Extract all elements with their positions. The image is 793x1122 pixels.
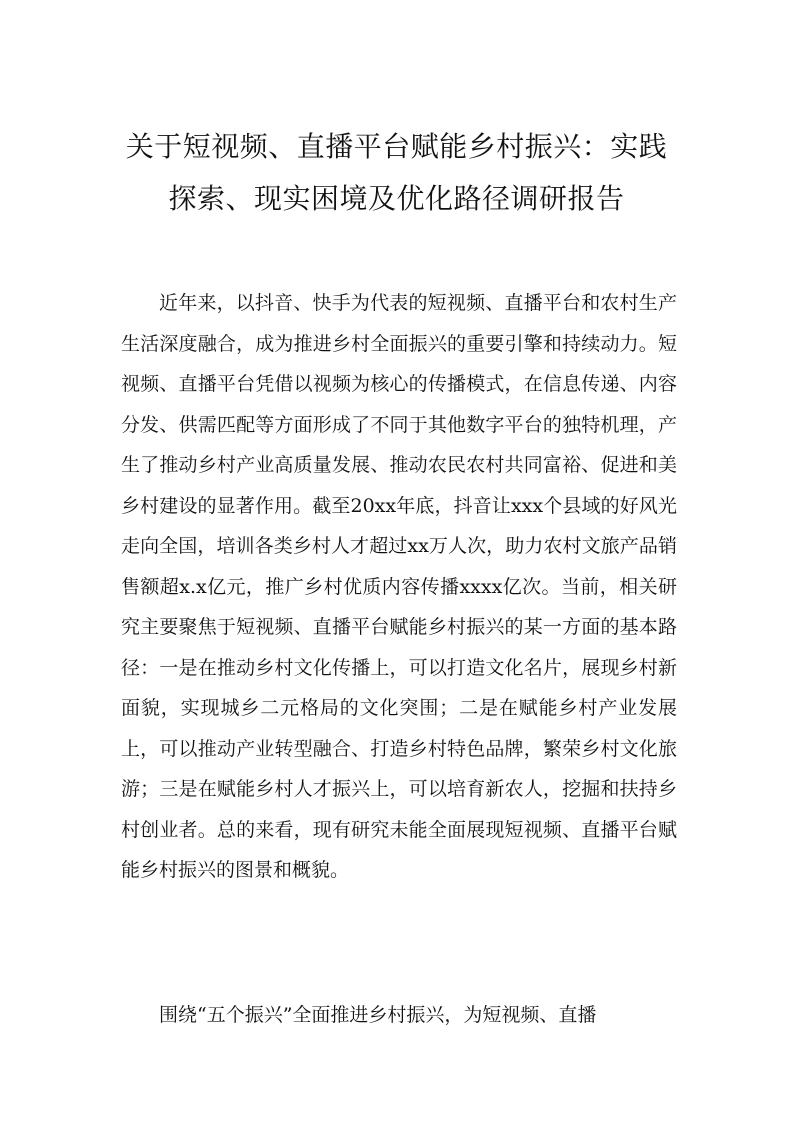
title-line-1: 关于短视频、直播平台赋能乡村振兴：实践 (125, 130, 668, 163)
body-paragraph-2: 围绕“五个振兴”全面推进乡村振兴，为短视频、直播 (159, 1004, 597, 1026)
body-paragraph-1: 近年来，以抖音、快手为代表的短视频、直播平台和农村生产生活深度融合，成为推进乡村全面振兴的重要引擎和持续动力。短视频、直播平台凭借以视频为核心的传播模式，在信息传递、内容分发、供需匹配等方面形成了不同于其他数字平台的独特机理，产生了推动乡村产业高质量发展、推动农民农村共同富裕、促进和美乡村建设的显著作用。截至20xx年底，抖音让xxx个县域的好风光走向全国，培训各类乡村人才超过xx万人次，助力农村文旅产品销售额超x.x亿元，推广乡村优质内容传播xxxx亿次。当前，相关研究主要聚焦于短视频、直播平台赋能乡村振兴的某一方面的基本路径：一是在推动乡村文化传播上，可以打造文化名片，展现乡村新面貌，实现城乡二元格局的文化突围；二是在赋能乡村产业发展上，可以推动产业转型融合、打造乡村特色品牌，繁荣乡村文化旅游；三是在赋能乡村人才振兴上，可以培育新农人，挖掘和扶持乡村创业者。总的来看，现有研究未能全面展现短视频、直播平台赋能乡村振兴的图景和概貌。 (121, 292, 677, 881)
title-line-2: 探索、现实困境及优化路径调研报告 (168, 182, 625, 215)
document-title (100, 121, 693, 225)
